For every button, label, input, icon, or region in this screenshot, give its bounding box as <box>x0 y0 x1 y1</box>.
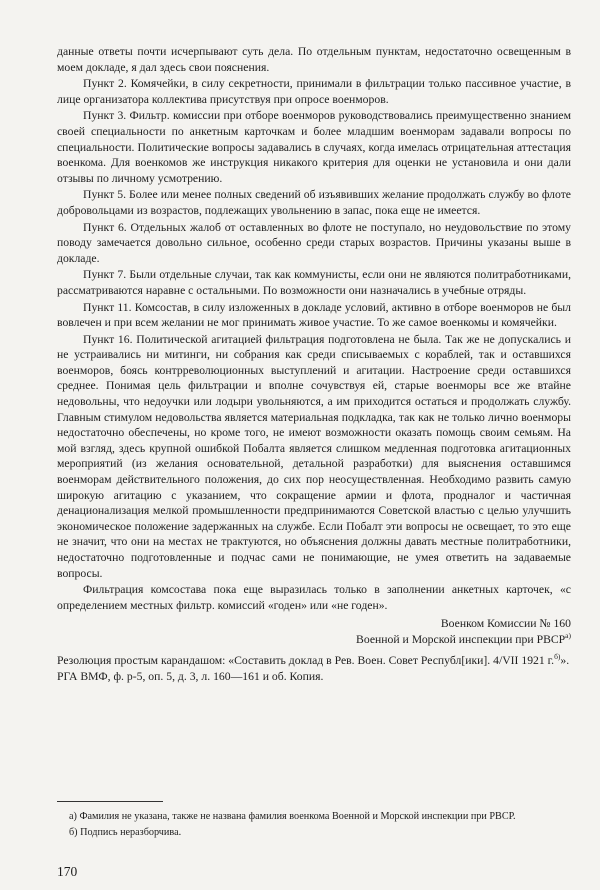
resolution-text: Резолюция простым карандашом: «Составить доклад в Рев. Воен. Совет Республ[ики]. 4/VII 1921 г. <box>57 653 555 667</box>
paragraph-point-7: Пункт 7. Были отдельные случаи, так как коммунисты, если они не являются политработниками, рассматриваются наравне с остальными. По возможности они назначались в учебные отряды. <box>57 268 571 297</box>
paragraph-point-3: Пункт 3. Фильтр. комиссии при отборе военморов руководствовались преимущественно знанием своей специальности по анкетным карточкам и более младшим военморам задавали вопросы по специальности. Политические вопросы задавались в случаях, когда имелась отрицательная аттестация военкома. Для военкомов же инструкция никакого критерия для оценки не установила и они дали отзывы по личному усмотрению. <box>57 109 571 185</box>
paragraph-point-2: Пункт 2. Комячейки, в силу секретности, принимали в фильтрации только пассивное участие, в лице организатора коллектива присутствуя при опросе военморов. <box>57 77 571 106</box>
paragraph-point-5: Пункт 5. Более или менее полных сведений об изъявивших желание продолжать службу во флоте добровольцами из возрастов, подлежащих увольнению в запас, пока еще не имеется. <box>57 188 571 217</box>
signature-line-2-text: Военной и Морской инспекции при РВСР <box>356 632 566 646</box>
paragraph-point-6: Пункт 6. Отдельных жалоб от оставленных во флоте не поступало, но неудовольствие по этому поводу замечается довольно сильное, особенно среди старых возрастов. Причины указаны выше в докладе. <box>57 220 571 265</box>
resolution-note <box>57 653 571 669</box>
paragraph-point-16: Пункт 16. Политической агитацией фильтрация подготовлена не была. Так же не допускались и не устраивались ни митинги, ни собрания как среди списываемых с кораблей, так и оставшихся военморов, боясь контрреволюционных выступлений и агитации. Настроение среди оставшихся среднее. Понимая цель фильтрации и вполне сочувствуя ей, старые военморы все же втайне недовольны, что недоучки или лодыри увольняются, а им приходится остаться и продолжать службу. Главным стимулом недовольства является материальная подкладка, так как не только лично военморы недостаточно обеспечены, но кроме того, не имеют возможности оказать помощь своим семьям. На мой взгляд, здесь крупной ошибкой Побалта является слишком медленная подготовка агитационных мероприятий (из желания основательной, детальной разработки) для выяснения оставшимся военморам действительного положения, до сих пор неосуществленная. Необходимо развить самую широкую агитацию с указанием, что сокращение армии и флота, продналог и частичная денационализация мелкой промышленности предпринимаются Советской властью с целью улучшить экономическое положение задержанных на службе. Если Побалт эти вопросы не освещает, то это еще не значит, что они на местах не трактуются, но объяснения должны давать местные политработники, недостаточно подготовленные и подчас сами не понимающие, не умея ответить на задаваемые вопросы. <box>57 332 571 580</box>
resolution-tail: ». <box>560 653 570 667</box>
footnote-b: б) Подпись неразборчива. <box>69 826 182 838</box>
footnote-divider <box>57 801 163 802</box>
archive-reference: РГА ВМФ, ф. р-5, оп. 5, д. 3, л. 160—161 и об. Копия. <box>57 670 324 684</box>
paragraph-continuation: данные ответы почти исчерпывают суть дела. По отдельным пунктам, недостаточно освещенным в моем докладе, я дал здесь свои пояснения. <box>57 45 571 74</box>
paragraph-point-11: Пункт 11. Комсостав, в силу изложенных в докладе условий, активно в отборе военморов не был вовлечен и при всем желании не мог принимать живое участие. То же самое военкомы и комячейки. <box>57 300 571 330</box>
signature-line-1: Военком Комиссии № 160 <box>440 617 571 631</box>
page-number: 170 <box>57 864 78 879</box>
footnote-ref-b: б) <box>554 651 561 661</box>
signature-block <box>57 616 571 647</box>
paragraph-command-staff: Фильтрация комсостава пока еще выразилась только в заполнении анкетных карточек, «с определением местных фильтр. комиссий «годен» или «не годен». <box>57 583 571 612</box>
signature-line-2 <box>57 632 571 648</box>
footnote-ref-a: а) <box>565 631 571 641</box>
footnote-a: а) Фамилия не указана, также не названа фамилия военкома Военной и Морской инспекции при РВСР. <box>69 811 516 822</box>
main-text <box>57 44 571 685</box>
footnotes <box>57 810 571 841</box>
